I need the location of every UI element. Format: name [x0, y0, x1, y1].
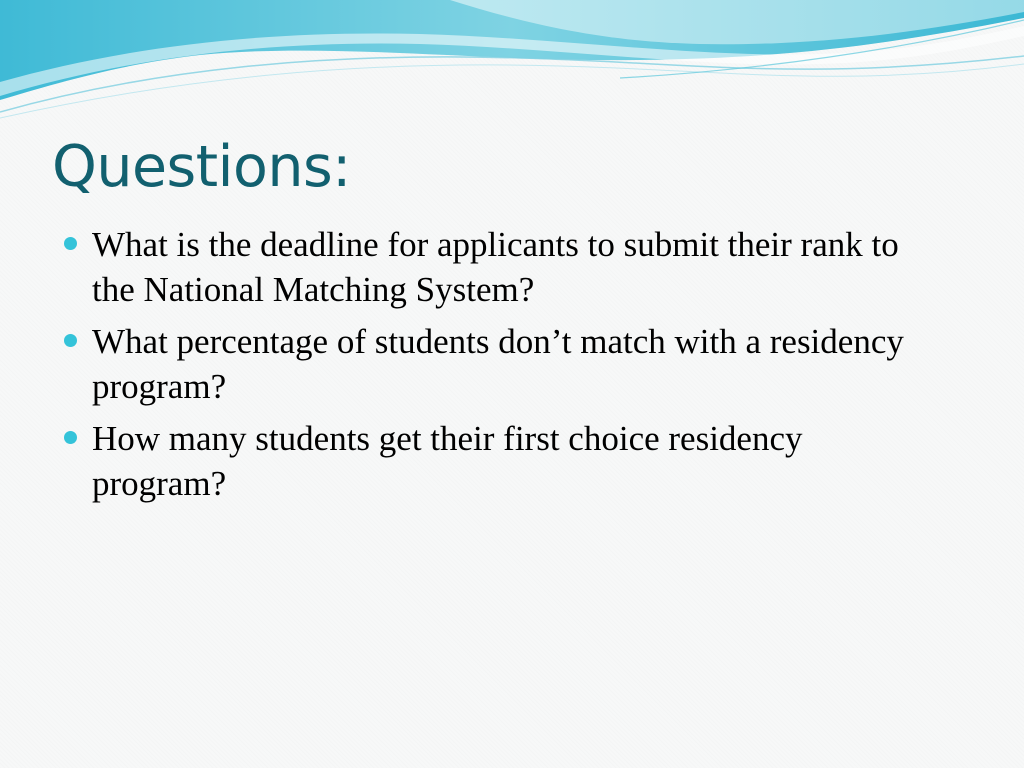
bullet-dot-icon — [64, 237, 77, 250]
bullet-dot-icon — [64, 431, 77, 444]
slide-title: Questions: — [52, 134, 351, 200]
bullet-dot-icon — [64, 334, 77, 347]
bullet-item — [0, 319, 912, 409]
bullet-item — [0, 416, 912, 506]
bullet-text: How many students get their first choice residency program? — [92, 419, 803, 503]
wave-banner-decoration — [0, 0, 1024, 130]
bullet-text: What percentage of students don’t match with a residency program? — [92, 322, 904, 406]
bullet-text: What is the deadline for applicants to submit their rank to the National Matching System? — [92, 225, 899, 309]
bullet-list — [0, 222, 1024, 513]
bullet-item — [0, 222, 912, 312]
